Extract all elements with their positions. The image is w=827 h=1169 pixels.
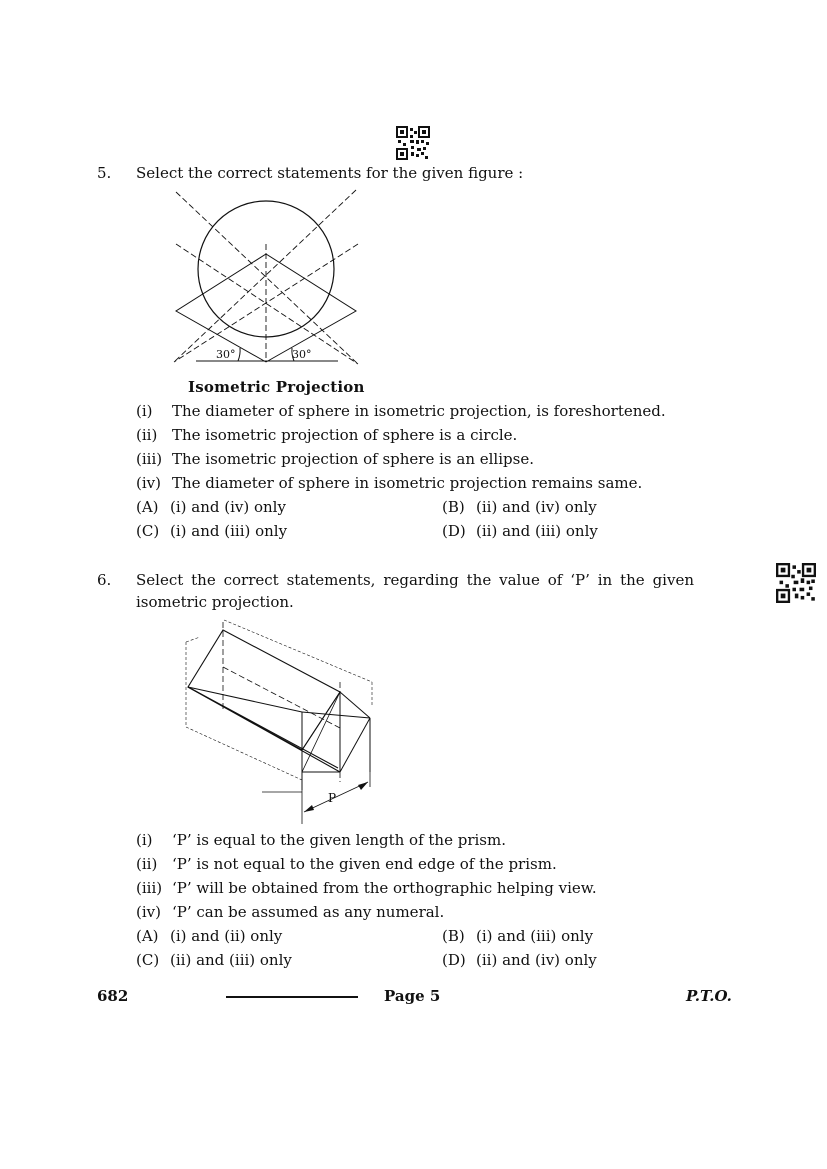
statement-text: The isometric projection of sphere is an ellipse. (172, 450, 534, 468)
q6-statement-iii (136, 878, 597, 898)
choice-text: (i) and (iii) only (476, 927, 594, 945)
footer-divider (226, 996, 358, 998)
q6-statement-ii (136, 854, 557, 874)
q6-statement-iv (136, 902, 444, 922)
footer-paper-code: 682 (97, 987, 129, 1005)
q6-dimension-p-label: P (328, 791, 337, 805)
q5-statement-iv (136, 473, 642, 493)
choice-text: (i) and (iii) only (170, 522, 288, 540)
q6-choice-b[interactable] (442, 926, 593, 946)
q5-question-text: Select the correct statements for the given figure : (136, 164, 524, 182)
statement-number: (iv) (136, 903, 161, 921)
statement-number: (iv) (136, 474, 161, 492)
q5-choice-b[interactable] (442, 497, 597, 517)
q5-statement-i (136, 401, 666, 421)
choice-letter: (D) (442, 522, 466, 540)
choice-letter: (B) (442, 498, 465, 516)
q5-angle-right-label: 30° (292, 348, 312, 361)
statement-text: ‘P’ will be obtained from the orthographic helping view. (172, 879, 597, 897)
q6-isometric-prism-figure (180, 612, 380, 827)
q6-question-line-1: Select the correct statements, regarding the value of ‘P’ in the given (136, 571, 694, 589)
q5-statement-ii (136, 425, 517, 445)
choice-text: (i) and (ii) only (170, 927, 283, 945)
qr-code-top (396, 126, 430, 160)
statement-text: The isometric projection of sphere is a circle. (172, 426, 518, 444)
q5-angle-left-label: 30° (216, 348, 236, 361)
q6-question-line-2: isometric projection. (136, 593, 294, 611)
q5-choice-a[interactable] (136, 497, 286, 517)
statement-number: (ii) (136, 855, 158, 873)
choice-letter: (C) (136, 951, 160, 969)
choice-letter: (A) (136, 498, 159, 516)
statement-text: ‘P’ can be assumed as any numeral. (172, 903, 445, 921)
q6-number: 6. (97, 571, 112, 589)
statement-text: ‘P’ is not equal to the given end edge of the prism. (172, 855, 557, 873)
q5-isometric-sphere-figure (168, 184, 368, 374)
choice-letter: (A) (136, 927, 159, 945)
statement-number: (i) (136, 402, 153, 420)
q5-figure-caption: Isometric Projection (188, 378, 365, 396)
q6-choice-d[interactable] (442, 950, 597, 970)
q5-number: 5. (97, 164, 112, 182)
q5-choice-c[interactable] (136, 521, 287, 541)
q5-statement-iii (136, 449, 534, 469)
footer-pto: P.T.O. (686, 987, 732, 1005)
statement-text: The diameter of sphere in isometric projection, is foreshortened. (172, 402, 666, 420)
choice-letter: (C) (136, 522, 160, 540)
footer-page-number: Page 5 (384, 987, 441, 1005)
choice-letter: (D) (442, 951, 466, 969)
choice-text: (ii) and (iii) only (476, 522, 598, 540)
choice-text: (ii) and (iii) only (170, 951, 292, 969)
choice-text: (i) and (iv) only (170, 498, 286, 516)
qr-code-margin (776, 563, 816, 603)
choice-letter: (B) (442, 927, 465, 945)
statement-number: (iii) (136, 879, 163, 897)
statement-text: The diameter of sphere in isometric projection remains same. (172, 474, 643, 492)
statement-number: (iii) (136, 450, 163, 468)
statement-text: ‘P’ is equal to the given length of the prism. (172, 831, 506, 849)
q6-choice-a[interactable] (136, 926, 282, 946)
choice-text: (ii) and (iv) only (476, 498, 597, 516)
statement-number: (ii) (136, 426, 158, 444)
q5-choice-d[interactable] (442, 521, 598, 541)
statement-number: (i) (136, 831, 153, 849)
q6-statement-i (136, 830, 506, 850)
choice-text: (ii) and (iv) only (476, 951, 597, 969)
q6-choice-c[interactable] (136, 950, 292, 970)
